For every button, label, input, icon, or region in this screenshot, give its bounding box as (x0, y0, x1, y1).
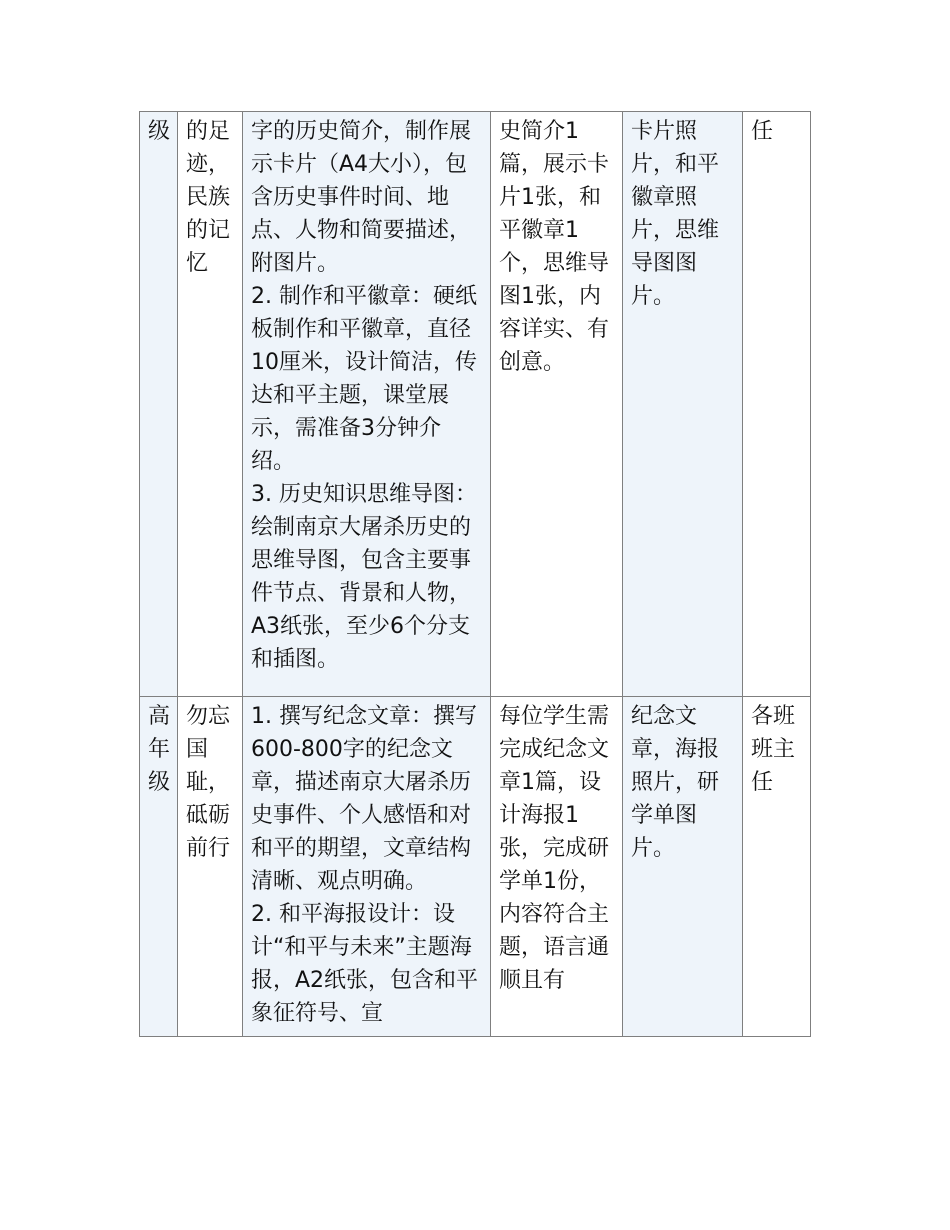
theme-cell: 勿忘国耻，砥砺前行 (178, 697, 243, 1037)
content-cell (243, 112, 491, 697)
activity-plan-table (139, 111, 811, 1037)
theme-cell: 的足迹，民族的记忆 (178, 112, 243, 697)
content-item: 2. 制作和平徽章：硬纸板制作和平徽章，直径10厘米，设计简洁，传达和平主题，课堂展示，需准备3分钟介绍。 (251, 284, 477, 474)
requirement-cell: 每位学生需完成纪念文章1篇，设计海报1张，完成研学单1份，内容符合主题，语言通顺且有 (491, 697, 623, 1037)
submission-cell: 卡片照片，和平徽章照片，思维导图图片。 (623, 112, 743, 697)
table-row (140, 112, 811, 697)
content-item: 字的历史简介，制作展示卡片（A4大小），包含历史事件时间、地点、人物和简要描述，附图片。 (251, 119, 472, 276)
requirement-cell: 史简介1篇，展示卡片1张，和平徽章1个，思维导图1张，内容详实、有创意。 (491, 112, 623, 697)
grade-cell: 级 (140, 112, 178, 697)
grade-cell: 高年级 (140, 697, 178, 1037)
table-row (140, 697, 811, 1037)
content-item: 2. 和平海报设计：设计“和平与未来”主题海报，A2纸张，包含和平象征符号、宣 (251, 902, 479, 1026)
submission-cell: 纪念文章，海报照片，研学单图片。 (623, 697, 743, 1037)
content-cell (243, 697, 491, 1037)
content-item: 1. 撰写纪念文章：撰写600-800字的纪念文章，描述南京大屠杀历史事件、个人感悟和对和平的期望，文章结构清晰、观点明确。 (251, 704, 477, 894)
responsible-cell: 任 (743, 112, 811, 697)
responsible-cell: 各班班主任 (743, 697, 811, 1037)
content-item: 3. 历史知识思维导图：绘制南京大屠杀历史的思维导图，包含主要事件节点、背景和人物，A3纸张，至少6个分支和插图。 (251, 482, 477, 672)
